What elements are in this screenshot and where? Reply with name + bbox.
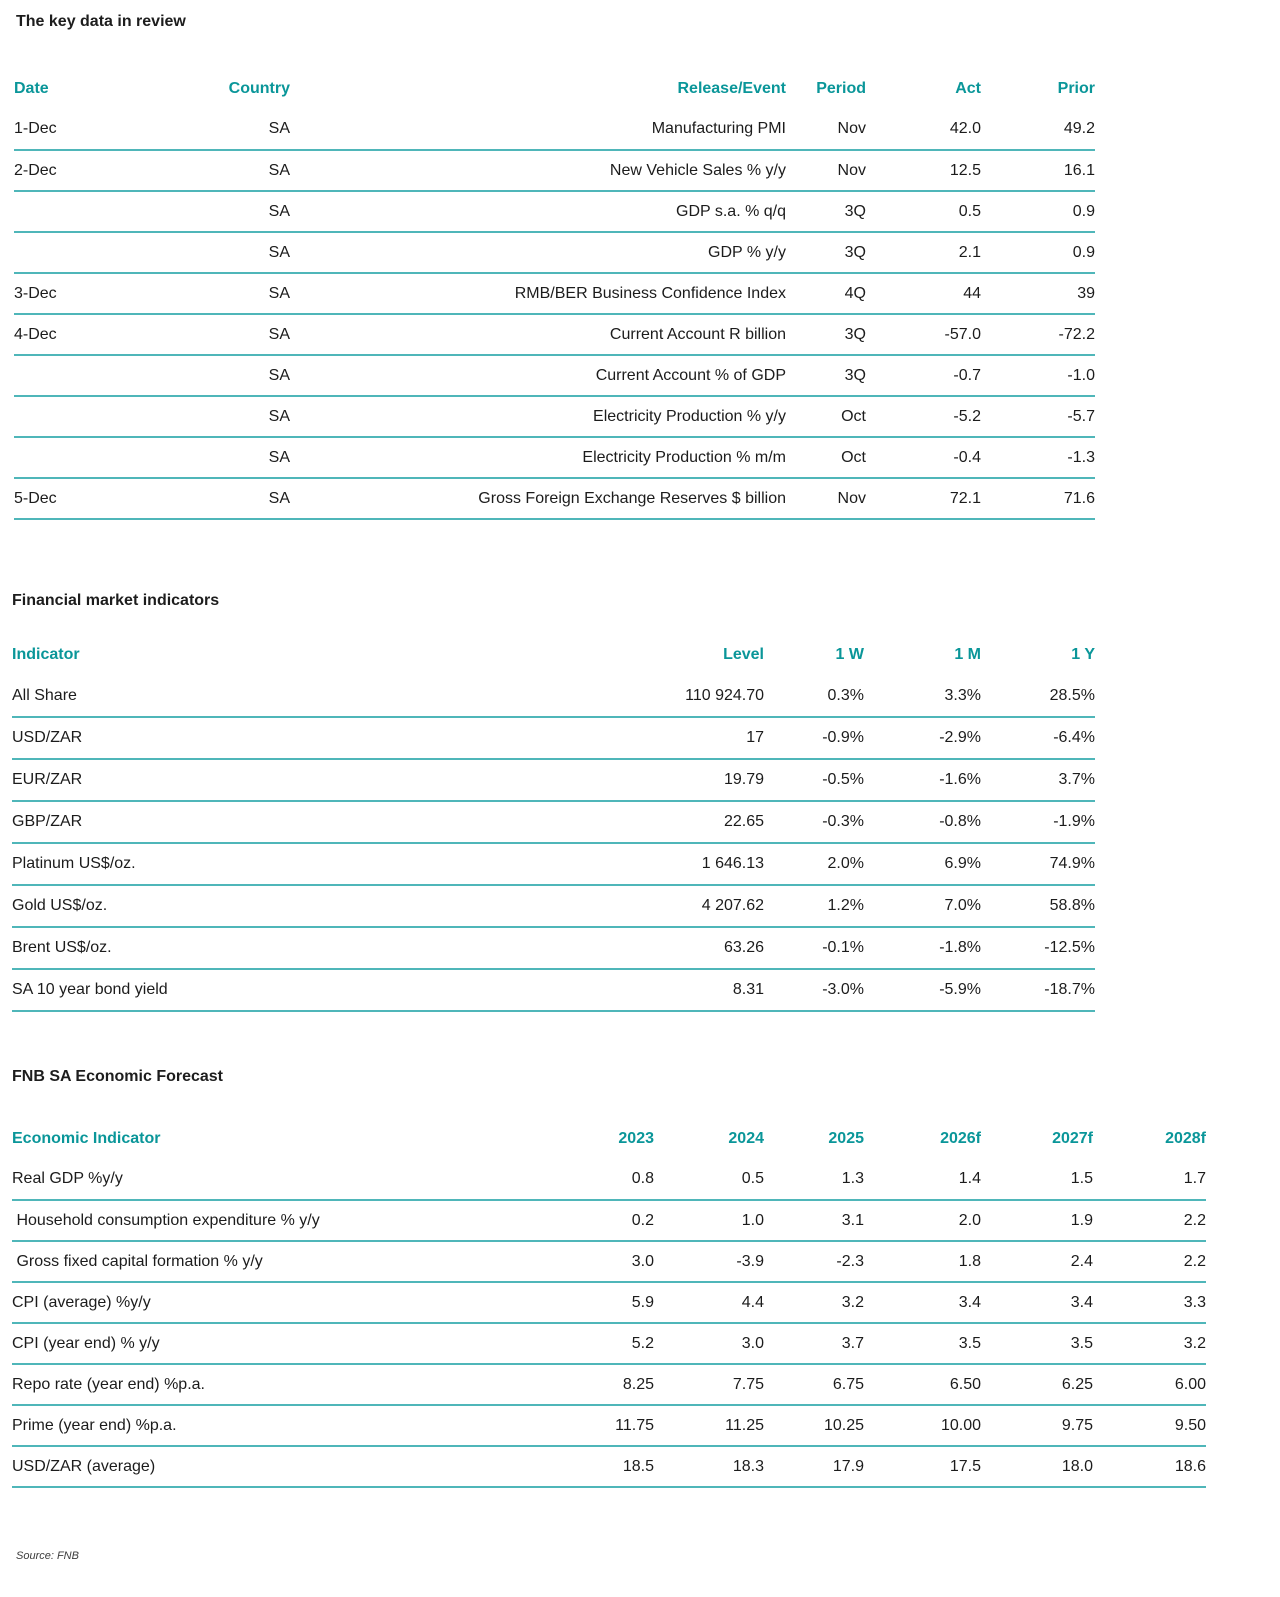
table-cell: GDP s.a. % q/q [676, 202, 786, 220]
column-header: 2026f [940, 1130, 981, 1147]
table-row [14, 478, 1095, 519]
table-cell: 6.9% [944, 855, 981, 872]
table-row [12, 1241, 1206, 1282]
column-header: Indicator [12, 646, 80, 663]
table-cell: 0.8 [631, 1170, 654, 1187]
table-cell: 5-Dec [14, 489, 57, 507]
table-cell: -5.2 [953, 407, 981, 425]
table-cell: SA [268, 243, 290, 261]
table-cell [14, 191, 120, 232]
table-cell: Gross fixed capital formation % y/y [12, 1252, 263, 1270]
table-cell: 3-Dec [14, 284, 57, 302]
table-row [12, 969, 1095, 1011]
table-cell: Oct [841, 448, 866, 466]
table-cell: -0.7 [953, 366, 981, 384]
table-cell: 17.5 [949, 1457, 981, 1475]
table-cell: GBP/ZAR [12, 813, 83, 830]
table-cell: 8.25 [622, 1375, 654, 1393]
table-cell: 0.9 [1072, 202, 1095, 220]
table-row [12, 759, 1095, 801]
column-header: 2028f [1165, 1130, 1206, 1147]
table-cell: SA [268, 407, 290, 425]
table-row [12, 1364, 1206, 1405]
table-cell: SA [268, 325, 290, 343]
table-cell: -0.3% [822, 813, 864, 830]
table-cell: 1.7 [1183, 1170, 1206, 1187]
table-cell: Repo rate (year end) %p.a. [12, 1375, 205, 1393]
column-header: Level [723, 646, 764, 663]
table-row [12, 1405, 1206, 1446]
table-cell: 18.3 [732, 1457, 764, 1475]
column-header: 2024 [728, 1130, 764, 1147]
table-cell: SA [268, 202, 290, 220]
table-row [12, 717, 1095, 759]
table-cell: 10.25 [823, 1416, 864, 1434]
table-cell: 6.50 [949, 1375, 981, 1393]
table-cell: -3.9 [736, 1252, 764, 1270]
table-cell: 2.1 [958, 243, 981, 261]
table-cell: 1.5 [1070, 1170, 1093, 1187]
financial-markets-table [12, 635, 1095, 1012]
table-cell: Prime (year end) %p.a. [12, 1416, 177, 1434]
table-cell: 5.2 [631, 1334, 654, 1352]
column-header: Act [955, 80, 981, 97]
table-row [14, 232, 1095, 273]
table-cell: 3Q [844, 202, 866, 220]
table-cell: -0.5% [822, 771, 864, 788]
table-cell [14, 355, 120, 396]
source-note: Source: FNB [16, 1550, 79, 1562]
table-row [14, 273, 1095, 314]
table-cell: 0.5 [741, 1170, 764, 1187]
table-row [14, 437, 1095, 478]
table-cell: -2.9% [939, 729, 981, 746]
table-cell: SA [268, 284, 290, 302]
table-cell: -57.0 [944, 325, 981, 343]
table-header-row [12, 1119, 1206, 1159]
table-cell: 74.9% [1049, 855, 1095, 872]
table-cell: 3.0 [741, 1334, 764, 1352]
table-cell: -1.9% [1053, 813, 1095, 830]
table-cell: 6.75 [832, 1375, 864, 1393]
table-cell: Electricity Production % m/m [582, 448, 786, 466]
table-cell [14, 396, 120, 437]
table-cell: 19.79 [723, 771, 764, 788]
table-cell: SA [268, 161, 290, 179]
table-cell: -0.8% [939, 813, 981, 830]
table-cell: Gold US$/oz. [12, 897, 108, 914]
table-cell: 4-Dec [14, 325, 57, 343]
table-cell: 71.6 [1063, 489, 1095, 507]
table-cell: SA [268, 120, 290, 137]
column-header: Country [228, 80, 290, 97]
table-cell: 17.9 [832, 1457, 864, 1475]
table-cell: 9.50 [1174, 1416, 1206, 1434]
table-cell: -1.8% [939, 939, 981, 956]
table-cell: -3.0% [822, 981, 864, 998]
table-cell: SA [268, 489, 290, 507]
table-cell: CPI (year end) % y/y [12, 1334, 160, 1352]
table-cell: 18.6 [1174, 1457, 1206, 1475]
table-cell: -0.9% [822, 729, 864, 746]
table-cell: 28.5% [1049, 686, 1095, 704]
table-cell: Brent US$/oz. [12, 939, 112, 956]
table-cell: Nov [837, 120, 866, 137]
table-cell: CPI (average) %y/y [12, 1293, 151, 1311]
table-cell: -1.6% [939, 771, 981, 788]
table-cell: -18.7% [1044, 981, 1095, 998]
table-cell: 10.00 [940, 1416, 981, 1434]
table-cell: SA 10 year bond yield [12, 981, 168, 998]
table-cell [14, 232, 120, 273]
table-cell: 6.00 [1174, 1375, 1206, 1393]
column-header: 1 W [835, 646, 864, 663]
table-row [14, 150, 1095, 191]
table-cell: 3Q [844, 366, 866, 384]
table-cell: USD/ZAR (average) [12, 1457, 156, 1475]
table-cell: 3.2 [1183, 1334, 1206, 1352]
table-row [14, 355, 1095, 396]
table-cell: Nov [837, 489, 866, 507]
table-cell: 4.4 [741, 1293, 764, 1311]
table-cell: All Share [12, 686, 77, 704]
table-cell: 11.75 [615, 1416, 654, 1434]
table-cell: 0.5 [958, 202, 981, 220]
table-cell: 11.25 [725, 1416, 764, 1434]
table-cell: 2.2 [1183, 1211, 1206, 1229]
table-cell: GDP % y/y [708, 243, 786, 261]
table-row [12, 675, 1095, 717]
column-header: Date [14, 80, 49, 97]
table-cell: 2-Dec [14, 161, 57, 179]
table-row [12, 885, 1095, 927]
table-row [12, 927, 1095, 969]
table-cell: -6.4% [1053, 729, 1095, 746]
column-header: Economic Indicator [12, 1130, 161, 1147]
table-cell: -12.5% [1044, 939, 1095, 956]
table-row [14, 396, 1095, 437]
table-cell: 5.9 [631, 1293, 654, 1311]
table-row [12, 1446, 1206, 1487]
table-cell: 72.1 [949, 489, 981, 507]
table-cell: Gross Foreign Exchange Reserves $ billion [478, 489, 786, 507]
table-cell: Manufacturing PMI [651, 120, 786, 137]
table-cell: 12.5 [949, 161, 981, 179]
table-cell: 16.1 [1063, 161, 1095, 179]
table-cell: 3.5 [1070, 1334, 1093, 1352]
table-cell: 3.3% [944, 686, 981, 704]
table-cell: SA [268, 448, 290, 466]
table-cell: 49.2 [1063, 120, 1095, 137]
table-cell: Current Account R billion [609, 325, 786, 343]
table-cell: 18.0 [1061, 1457, 1093, 1475]
table-cell: 3Q [844, 325, 866, 343]
table-cell: 17 [746, 729, 764, 746]
table-cell: 2.0% [827, 855, 864, 872]
table-cell: 44 [963, 284, 981, 302]
table-cell: -0.4 [953, 448, 981, 466]
table-cell: Current Account % of GDP [595, 366, 786, 384]
table-cell: 1-Dec [14, 120, 57, 137]
table-cell: 8.31 [732, 981, 764, 998]
table-row [12, 1200, 1206, 1241]
table-cell: 58.8% [1049, 897, 1095, 914]
table-cell: 3.3 [1183, 1293, 1206, 1311]
table-cell: 1.8 [958, 1252, 981, 1270]
table-cell: 3.7 [841, 1334, 864, 1352]
table-cell: Electricity Production % y/y [593, 407, 786, 425]
table-cell: 110 924.70 [685, 686, 764, 704]
table-row [14, 314, 1095, 355]
table-cell: 3.4 [958, 1293, 981, 1311]
table-cell: -5.9% [939, 981, 981, 998]
table-cell: -5.7 [1067, 407, 1095, 425]
section-title-economic-forecast: FNB SA Economic Forecast [12, 1068, 224, 1085]
column-header: 2025 [828, 1130, 864, 1147]
table-row [12, 1323, 1206, 1364]
table-row [12, 801, 1095, 843]
column-header: 1 Y [1071, 646, 1095, 663]
table-row [12, 1282, 1206, 1323]
table-cell: 3.1 [841, 1211, 864, 1229]
table-cell [14, 437, 120, 478]
column-header: 2027f [1052, 1130, 1093, 1147]
table-cell: 1.3 [841, 1170, 864, 1187]
table-cell: 1.9 [1070, 1211, 1093, 1229]
table-cell: 3Q [844, 243, 866, 261]
table-cell: 7.0% [944, 897, 981, 914]
table-cell: 3.5 [958, 1334, 981, 1352]
column-header: Release/Event [677, 80, 786, 97]
section-title-financial-markets: Financial market indicators [12, 592, 220, 609]
table-cell: 2.4 [1070, 1252, 1093, 1270]
table-cell: Real GDP %y/y [12, 1170, 123, 1187]
table-cell: -72.2 [1058, 325, 1095, 343]
table-cell: -2.3 [836, 1252, 864, 1270]
table-cell: Household consumption expenditure % y/y [12, 1211, 320, 1229]
table-row [12, 1159, 1206, 1200]
table-cell: 3.4 [1070, 1293, 1093, 1311]
table-cell: USD/ZAR [12, 729, 83, 746]
table-cell: 0.9 [1072, 243, 1095, 261]
table-row [14, 191, 1095, 232]
table-cell: 0.3% [827, 686, 864, 704]
table-cell: 9.75 [1061, 1416, 1093, 1434]
table-cell: 6.25 [1061, 1375, 1093, 1393]
table-cell: Nov [837, 161, 866, 179]
economic-forecast-table [12, 1119, 1206, 1488]
table-header-row [12, 635, 1095, 675]
table-cell: 3.7% [1058, 771, 1095, 788]
table-cell: 2.0 [958, 1211, 981, 1229]
table-cell: 4Q [844, 284, 866, 302]
column-header: Prior [1057, 80, 1095, 97]
table-cell: Platinum US$/oz. [12, 855, 136, 872]
table-cell: RMB/BER Business Confidence Index [514, 284, 786, 302]
table-cell: -1.3 [1067, 448, 1095, 466]
table-cell: 1.0 [741, 1211, 764, 1229]
table-cell: 3.2 [841, 1293, 864, 1311]
table-header-row [14, 69, 1095, 109]
column-header: Period [816, 80, 866, 97]
table-cell: SA [268, 366, 290, 384]
table-row [12, 843, 1095, 885]
table-cell: 3.0 [631, 1252, 654, 1270]
table-cell: 63.26 [723, 939, 764, 956]
table-cell: New Vehicle Sales % y/y [609, 161, 786, 179]
table-row [14, 109, 1095, 150]
column-header: 1 M [954, 646, 981, 663]
table-cell: 42.0 [949, 120, 981, 137]
table-cell: 1.2% [827, 897, 864, 914]
table-cell: -0.1% [822, 939, 864, 956]
table-cell: EUR/ZAR [12, 771, 83, 788]
table-cell: 18.5 [622, 1457, 654, 1475]
table-cell: 7.75 [732, 1375, 764, 1393]
table-cell: 1.4 [958, 1170, 981, 1187]
table-cell: 22.65 [723, 813, 764, 830]
table-cell: 39 [1077, 284, 1095, 302]
key-data-table [14, 69, 1095, 520]
table-cell: 4 207.62 [701, 897, 764, 914]
section-title-key-data: The key data in review [16, 13, 186, 30]
table-cell: Oct [841, 407, 866, 425]
table-cell: 1 646.13 [701, 855, 764, 872]
table-cell: 2.2 [1183, 1252, 1206, 1270]
column-header: 2023 [618, 1130, 654, 1147]
table-cell: 0.2 [631, 1211, 654, 1229]
table-cell: -1.0 [1067, 366, 1095, 384]
